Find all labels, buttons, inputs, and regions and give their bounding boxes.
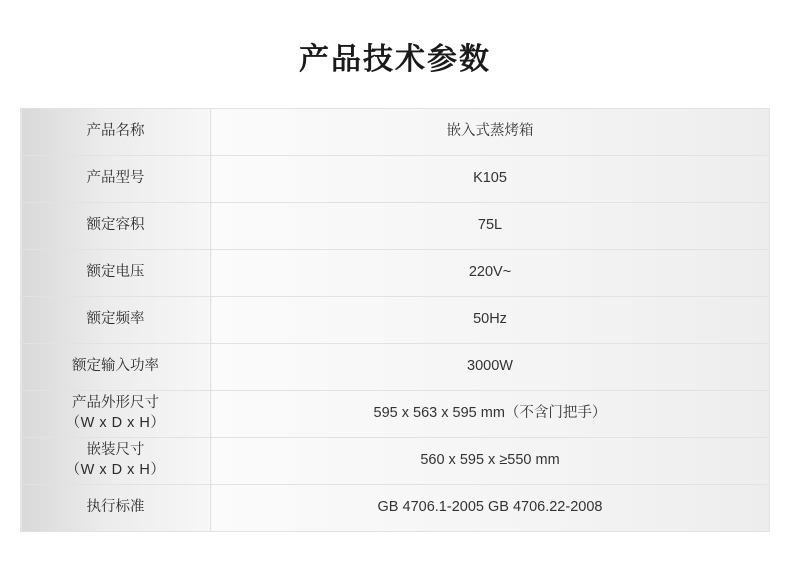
spec-label-line1: 执行标准 [86, 499, 145, 516]
spec-value-cell: 560 x 595 x ≥550 mm [211, 438, 770, 485]
spec-label-cell [21, 297, 211, 344]
spec-label-cell [21, 344, 211, 391]
spec-label-line1: 额定频率 [86, 311, 145, 328]
table-row [21, 297, 770, 344]
spec-label-line2: （W x D x H） [65, 462, 166, 478]
spec-label-text-wrap [27, 263, 204, 283]
spec-value-cell: 75L [211, 203, 770, 250]
spec-table-body [21, 109, 770, 532]
spec-label-text-wrap [27, 122, 204, 142]
spec-value-cell: 220V~ [211, 250, 770, 297]
spec-label-line1: 产品外形尺寸 [72, 395, 159, 412]
table-row [21, 109, 770, 156]
table-row [21, 203, 770, 250]
spec-value-cell: GB 4706.1-2005 GB 4706.22-2008 [211, 485, 770, 532]
spec-label-cell [21, 391, 211, 438]
page-title: 产品技术参数 [299, 43, 491, 76]
spec-label-line2: （W x D x H） [65, 415, 166, 431]
spec-label-text-wrap [27, 169, 204, 189]
table-row [21, 344, 770, 391]
spec-label-text-wrap [27, 357, 204, 377]
spec-label-text-wrap [27, 216, 204, 236]
spec-label-text-wrap [27, 310, 204, 330]
spec-value-cell: 595 x 563 x 595 mm（不含门把手） [211, 391, 770, 438]
spec-label-cell [21, 109, 211, 156]
table-row [21, 250, 770, 297]
spec-label-text-wrap [27, 394, 204, 433]
spec-label-line1: 额定电压 [86, 264, 145, 281]
table-row [21, 156, 770, 203]
spec-label-line1: 嵌装尺寸 [86, 442, 145, 459]
spec-value-cell: 嵌入式蒸烤箱 [211, 109, 770, 156]
table-row [21, 391, 770, 438]
spec-label-cell [21, 250, 211, 297]
spec-label-line1: 产品名称 [86, 123, 145, 140]
spec-value-cell: 3000W [211, 344, 770, 391]
spec-label-cell [21, 156, 211, 203]
spec-value-cell: 50Hz [211, 297, 770, 344]
spec-label-cell [21, 438, 211, 485]
spec-label-line1: 额定输入功率 [72, 358, 159, 375]
spec-value-cell: K105 [211, 156, 770, 203]
table-row [21, 485, 770, 532]
spec-label-line1: 额定容积 [86, 217, 145, 234]
spec-label-line1: 产品型号 [86, 170, 145, 187]
spec-label-cell [21, 485, 211, 532]
spec-label-text-wrap [27, 498, 204, 518]
table-row [21, 438, 770, 485]
spec-label-cell [21, 203, 211, 250]
spec-label-text-wrap [27, 441, 204, 480]
spec-table [20, 108, 770, 532]
